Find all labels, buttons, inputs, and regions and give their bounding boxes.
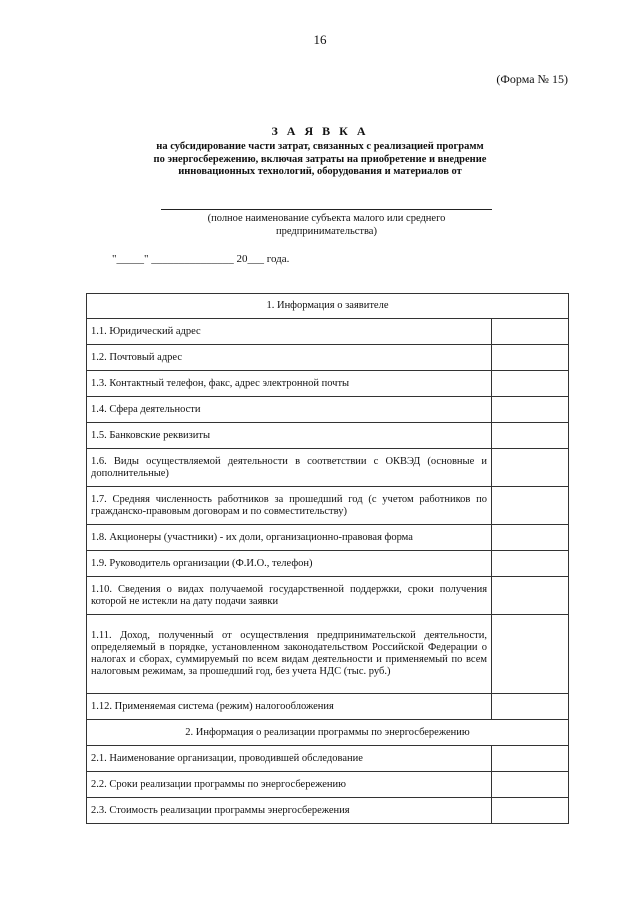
table-row [87, 551, 569, 577]
row-label: 2.1. Наименование организации, проводившей обследование [87, 746, 492, 772]
table-row [87, 345, 569, 371]
applicant-name-caption: (полное наименование субъекта малого или среднего предпринимательства) [207, 213, 446, 237]
table-row [87, 615, 569, 694]
row-value-cell[interactable] [492, 694, 569, 720]
row-value-cell[interactable] [492, 449, 569, 487]
row-label: 1.7. Средняя численность работников за прошедший год (с учетом работников по гражданско-правовым договорам и по совместительству) [87, 487, 492, 525]
row-label: 2.3. Стоимость реализации программы энергосбережения [87, 798, 492, 824]
row-value-cell[interactable] [492, 345, 569, 371]
form-number: (Форма № 15) [496, 72, 568, 86]
table-row [87, 371, 569, 397]
row-value-cell[interactable] [492, 615, 569, 694]
section-1-title: 1. Информация о заявителе [87, 294, 569, 319]
row-label: 1.9. Руководитель организации (Ф.И.О., телефон) [87, 551, 492, 577]
section-header-row [87, 294, 569, 319]
row-value-cell[interactable] [492, 798, 569, 824]
row-label: 1.8. Акционеры (участники) - их доли, организационно-правовая форма [87, 525, 492, 551]
row-value-cell[interactable] [492, 746, 569, 772]
table-row [87, 319, 569, 345]
section-header-row [87, 720, 569, 746]
table-row [87, 694, 569, 720]
row-label: 1.10. Сведения о видах получаемой государственной поддержки, сроки получения которой не истекли на дату подачи заявки [87, 577, 492, 615]
row-label: 2.2. Сроки реализации программы по энергосбережению [87, 772, 492, 798]
row-value-cell[interactable] [492, 397, 569, 423]
row-label: 1.11. Доход, полученный от осуществления предпринимательской деятельности, определяемый в порядке, установленном законодательством Российской Федерации о налогах и сборах, суммируемый по всем видам деятельности и применяемый по всем налоговым режимам, за прошедший год, без учета НДС (тыс. руб.) [87, 615, 492, 694]
row-value-cell[interactable] [492, 371, 569, 397]
table-row [87, 423, 569, 449]
row-label: 1.5. Банковские реквизиты [87, 423, 492, 449]
row-label: 1.2. Почтовый адрес [87, 345, 492, 371]
row-label: 1.12. Применяемая система (режим) налогообложения [87, 694, 492, 720]
row-label: 1.6. Виды осуществляемой деятельности в соответствии с ОКВЭД (основные и дополнительные) [87, 449, 492, 487]
applicant-name-line [161, 209, 492, 210]
row-value-cell[interactable] [492, 551, 569, 577]
table-row [87, 746, 569, 772]
application-table [86, 293, 569, 824]
row-value-cell[interactable] [492, 772, 569, 798]
page-number: 16 [313, 32, 327, 47]
table-row [87, 577, 569, 615]
table-row [87, 798, 569, 824]
table-row [87, 772, 569, 798]
row-value-cell[interactable] [492, 319, 569, 345]
row-value-cell[interactable] [492, 577, 569, 615]
row-value-cell[interactable] [492, 487, 569, 525]
row-label: 1.1. Юридический адрес [87, 319, 492, 345]
row-label: 1.3. Контактный телефон, факс, адрес электронной почты [87, 371, 492, 397]
row-value-cell[interactable] [492, 423, 569, 449]
table-row [87, 397, 569, 423]
document-title: З А Я В К А [271, 124, 369, 138]
row-value-cell[interactable] [492, 525, 569, 551]
section-2-title: 2. Информация о реализации программы по энергосбережению [87, 720, 569, 746]
document-subtitle: на субсидирование части затрат, связанных с реализацией программ по энергосбережению, включая затраты на приобретение и внедрение инновационных технологий, оборудования и материалов от [153, 141, 487, 177]
table-row [87, 525, 569, 551]
table-row [87, 449, 569, 487]
date-line: "_____" _______________ 20___ года. [112, 253, 290, 265]
row-label: 1.4. Сфера деятельности [87, 397, 492, 423]
table-row [87, 487, 569, 525]
